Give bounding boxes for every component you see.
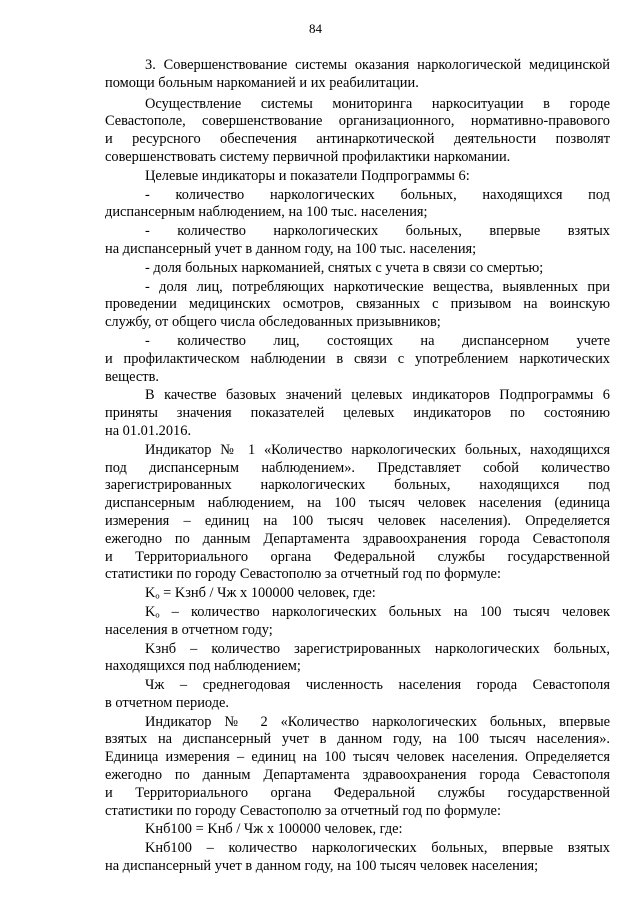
- text-line: помощи больным наркоманией и их реабилитации.: [105, 74, 419, 91]
- text-line: службу, от общего числа обследованных призывников;: [105, 314, 441, 331]
- text-line: Осуществление системы мониторинга наркоситуации в городе: [145, 95, 610, 112]
- text-line: Единица измерения – единиц на 100 тысяч человек населения. Определяется: [105, 749, 610, 766]
- text-line: под диспансерным наблюдением». Представляет собой количество: [105, 459, 610, 476]
- text-line: в отчетном периоде.: [105, 694, 229, 711]
- text-line: Kнб100 – количество наркологических больных, впервые взятых: [145, 840, 610, 857]
- text-line: ежегодно по данным Департамента здравоохранения города Севастополя: [105, 530, 610, 547]
- text-line: совершенствовать систему первичной профилактики наркомании.: [105, 148, 511, 165]
- text-line: 3. Совершенствование системы оказания наркологической медицинской: [145, 57, 610, 73]
- text-line: зарегистрированных наркологических больных, находящихся под: [105, 477, 610, 494]
- text-line: и Территориального органа Федеральной службы государственной: [105, 784, 610, 801]
- text-line: приняты значения показателей целевых индикаторов по состоянию: [105, 405, 610, 422]
- text-line: взятых на диспансерный учет в данном году, на 100 тысяч населения».: [105, 731, 610, 748]
- text-line: и профилактическом наблюдении в связи с употреблением наркотических: [105, 350, 610, 367]
- text-line: на диспансерный учет в данном году, на 100 тысяч человек населения;: [105, 858, 539, 875]
- text-line: диспансерным наблюдением, на 100 тыс. населения;: [105, 204, 428, 221]
- text-line: - количество лиц, состоящих на диспансерном учете: [145, 332, 610, 349]
- text-line: населения в отчетном году;: [105, 621, 273, 638]
- text-line: Индикатор № 1 «Количество наркологических больных, находящихся: [145, 441, 610, 458]
- page-number: 84: [309, 21, 322, 36]
- text-line: статистики по городу Севастополю за отчетный год по формуле:: [105, 802, 501, 819]
- text-line: диспансерным наблюдением, на 100 тысяч человек населения (единица: [105, 495, 610, 512]
- text-line: - количество наркологических больных, впервые взятых: [145, 223, 610, 240]
- text-line: на диспансерный учет в данном году, на 100 тыс. населения;: [105, 240, 477, 257]
- text-line: В качестве базовых значений целевых индикаторов Подпрограммы 6: [145, 387, 610, 404]
- text-line: ежегодно по данным Департамента здравоохранения города Севастополя: [105, 767, 610, 784]
- text-line: измерения – единиц на 100 тысяч человек населения). Определяется: [105, 512, 610, 529]
- text-line: - количество наркологических больных, находящихся под: [145, 186, 610, 203]
- text-line: находящихся под наблюдением;: [105, 658, 301, 675]
- text-line: проведении медицинских осмотров, связанных с призывом на воинскую: [105, 296, 610, 313]
- text-line: на 01.01.2016.: [105, 422, 192, 439]
- text-line: - доля лиц, потребляющих наркотические вещества, выявленных при: [145, 278, 610, 295]
- formula-line: Kₒ = Kзнб / Чж x 100000 человек, где:: [145, 585, 376, 602]
- text-line: Индикатор № 2 «Количество наркологических больных, впервые: [145, 713, 610, 730]
- text-line: и Территориального органа Федеральной службы государственной: [105, 548, 610, 565]
- text-line: Чж – среднегодовая численность населения города Севастополя: [145, 677, 610, 694]
- text-line: веществ.: [105, 368, 159, 385]
- document-body: [105, 57, 610, 876]
- formula-line: Kнб100 = Kнб / Чж x 100000 человек, где:: [145, 821, 403, 838]
- text-line: Kзнб – количество зарегистрированных наркологических больных,: [145, 640, 610, 657]
- text-line: и ресурсного обеспечения антинаркотической деятельности позволят: [105, 131, 610, 148]
- text-line: Целевые индикаторы и показатели Подпрограммы 6:: [145, 167, 470, 184]
- text-line: Kₒ – количество наркологических больных на 100 тысяч человек: [145, 603, 610, 620]
- text-line: Севастополе, совершенствование организационного, нормативно-правового: [105, 113, 610, 130]
- text-line: - доля больных наркоманией, снятых с учета в связи со смертью;: [145, 259, 544, 276]
- text-line: статистики по городу Севастополю за отчетный год по формуле:: [105, 566, 501, 583]
